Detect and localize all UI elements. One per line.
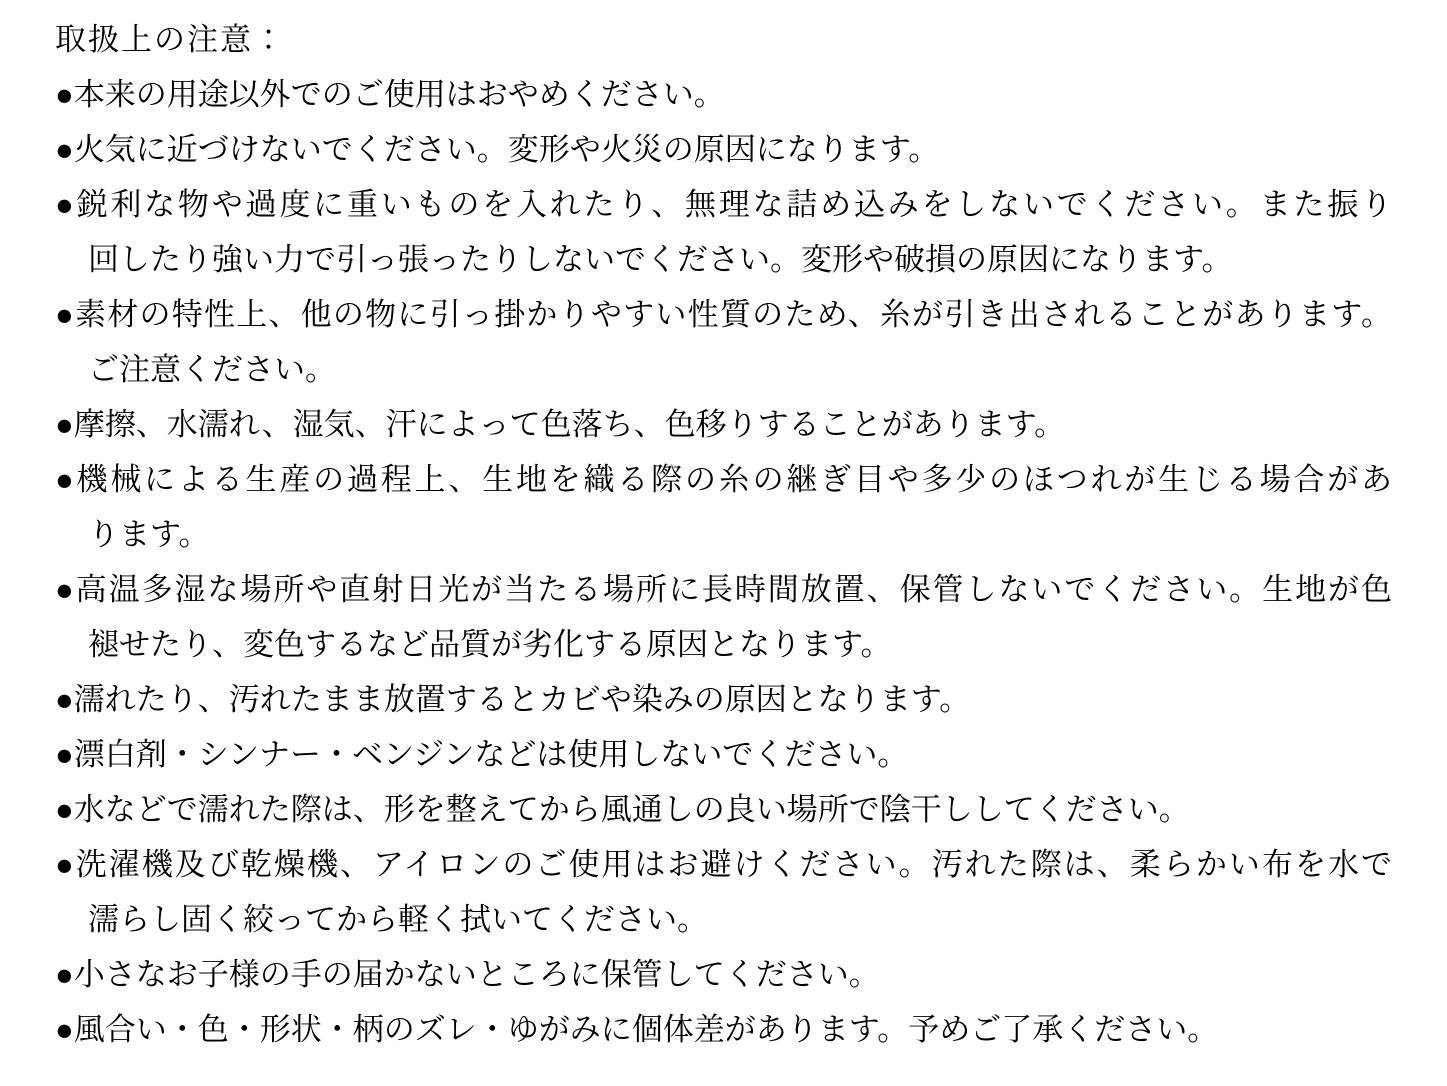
item-text: 高温多湿な場所や直射日光が当たる場所に長時間放置、保管しないでください。生地が色	[75, 572, 1392, 607]
bullet-icon: ●	[55, 132, 74, 167]
bullet-icon: ●	[55, 1012, 74, 1047]
precaution-item	[55, 837, 1392, 947]
precaution-item	[55, 397, 1392, 452]
precaution-item	[55, 452, 1392, 562]
bullet-icon: ●	[55, 682, 74, 717]
precaution-item	[55, 672, 1392, 727]
bullet-icon: ●	[55, 297, 75, 332]
precaution-item	[55, 727, 1392, 782]
item-text: 鋭利な物や過度に重いものを入れたり、無理な詰め込みをしないでください。また振り	[76, 187, 1392, 222]
item-text: 本来の用途以外でのご使用はおやめください。	[73, 77, 725, 112]
precaution-item	[55, 67, 1392, 122]
item-text: 機械による生産の過程上、生地を織る際の糸の継ぎ目や多少のほつれが生じる場合があ	[76, 462, 1392, 497]
precaution-item	[55, 287, 1392, 397]
item-text: 洗濯機及び乾燥機、アイロンのご使用はお避けください。汚れた際は、柔らかい布を水で	[75, 847, 1392, 882]
bullet-icon: ●	[55, 737, 74, 772]
precaution-item	[55, 947, 1392, 1002]
bullet-icon: ●	[55, 462, 77, 497]
bullet-icon: ●	[55, 572, 76, 607]
precaution-item	[55, 177, 1392, 287]
bullet-icon: ●	[55, 77, 74, 112]
item-text: 素材の特性上、他の物に引っ掛かりやすい性質のため、糸が引き出されることがあります。	[74, 297, 1392, 332]
precaution-item	[55, 122, 1392, 177]
item-text-continuation: 濡らし固く絞ってから軽く拭いてください。	[88, 902, 708, 937]
precaution-item	[55, 782, 1392, 837]
bullet-icon: ●	[55, 957, 74, 992]
precaution-item	[55, 562, 1392, 672]
item-text: 水などで濡れた際は、形を整えてから風通しの良い場所で陰干ししてください。	[73, 792, 1190, 827]
precaution-item	[55, 1002, 1392, 1057]
bullet-icon: ●	[55, 407, 74, 442]
item-text: 濡れたり、汚れたまま放置するとカビや染みの原因となります。	[73, 682, 971, 717]
page-title: 取扱上の注意：	[55, 22, 286, 57]
bullet-icon: ●	[55, 187, 77, 222]
item-text-continuation: ります。	[88, 517, 210, 552]
item-text-continuation: ご注意ください。	[88, 352, 336, 387]
item-text: 摩擦、水濡れ、湿気、汗によって色落ち、色移りすることがあります。	[73, 407, 1066, 442]
item-text-continuation: 褪せたり、変色するなど品質が劣化する原因となります。	[88, 627, 892, 662]
item-text: 火気に近づけないでください。変形や火災の原因になります。	[73, 132, 940, 167]
bullet-icon: ●	[55, 847, 76, 882]
item-text: 風合い・色・形状・柄のズレ・ゆがみに個体差があります。予めご了承ください。	[73, 1012, 1219, 1047]
bullet-icon: ●	[55, 792, 74, 827]
item-text: 小さなお子様の手の届かないところに保管してください。	[73, 957, 880, 992]
item-text: 漂白剤・シンナー・ベンジンなどは使用しないでください。	[73, 737, 909, 772]
item-text-continuation: 回したり強い力で引っ張ったりしないでください。変形や破損の原因になります。	[88, 242, 1233, 277]
